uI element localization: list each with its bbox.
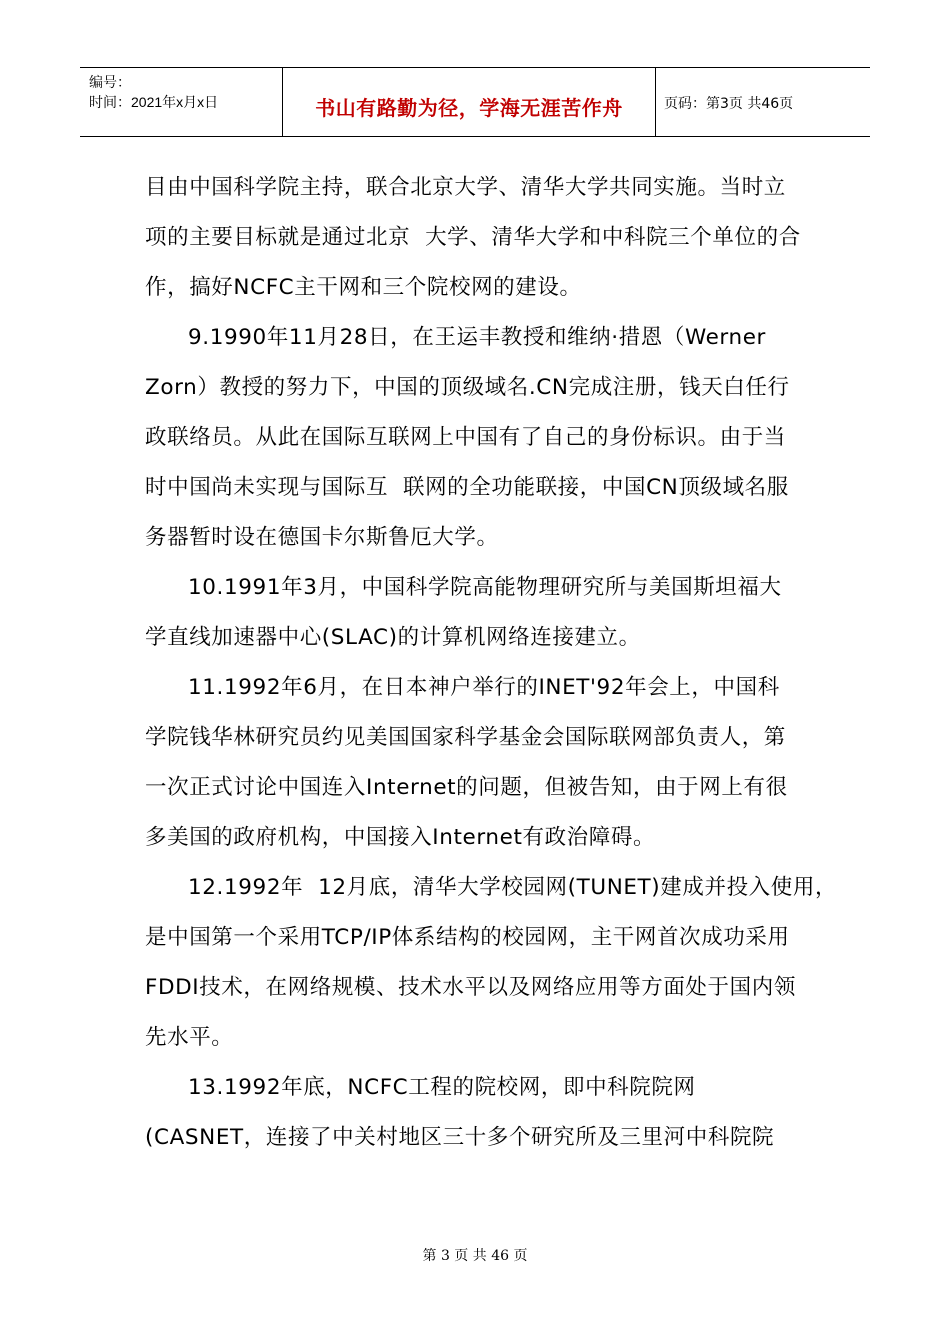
header-meta-cell [80, 68, 282, 136]
body-line: 是中国第一个采用TCP/IP体系结构的校园网，主干网首次成功采用 [145, 925, 790, 950]
header-motto-cell [282, 68, 656, 136]
body-line: (CASNET，连接了中关村地区三十多个研究所及三里河中科院院 [145, 1125, 775, 1150]
body-line: Zorn）教授的努力下，中国的顶级域名.CN完成注册，钱天白任行 [145, 375, 790, 400]
paragraph-start-line: 12.1992年 12月底，清华大学校园网(TUNET)建成并投入使用， [188, 875, 838, 900]
body-line: 务器暂时设在德国卡尔斯鲁厄大学。 [145, 525, 499, 550]
paragraph-start-line: 13.1992年底，NCFC工程的院校网，即中科院院网 [188, 1075, 696, 1100]
document-date-label: 时间：2021年x月x日 [89, 94, 219, 110]
document-code-label: 编号： [89, 74, 131, 90]
body-line: 学院钱华林研究员约见美国国家科学基金会国际联网部负责人，第 [145, 725, 786, 750]
body-line: 作，搞好NCFC主干网和三个院校网的建设。 [145, 275, 582, 300]
body-line: 政联络员。从此在国际互联网上中国有了自己的身份标识。由于当 [145, 425, 786, 450]
paragraph-start-line: 9.1990年11月28日，在王运丰教授和维纳·措恩（Werner [188, 325, 766, 350]
body-line: 一次正式讨论中国连入Internet的问题，但被告知，由于网上有很 [145, 775, 788, 800]
header-page-cell [656, 68, 870, 136]
header-page-info: 页码：第3页 共46页 [664, 96, 794, 112]
page-header [80, 67, 870, 137]
body-line: 多美国的政府机构，中国接入Internet有政治障碍。 [145, 825, 656, 850]
paragraph-start-line: 10.1991年3月，中国科学院高能物理研究所与美国斯坦福大 [188, 575, 782, 600]
body-line: 先水平。 [145, 1025, 234, 1050]
body-line: 目由中国科学院主持，联合北京大学、清华大学共同实施。当时立 [145, 175, 786, 200]
body-line: FDDI技术，在网络规模、技术水平以及网络应用等方面处于国内领 [145, 975, 796, 1000]
document-body [145, 163, 838, 1163]
paragraph-start-line: 11.1992年6月，在日本神户举行的INET'92年会上，中国科 [188, 675, 780, 700]
body-line: 时中国尚未实现与国际互 联网的全功能联接，中国CN顶级域名服 [145, 475, 789, 500]
body-line: 学直线加速器中心(SLAC)的计算机网络连接建立。 [145, 625, 641, 650]
body-line: 项的主要目标就是通过北京 大学、清华大学和中科院三个单位的合 [145, 225, 801, 250]
page-footer: 第 3 页 共 46 页 [422, 1248, 528, 1264]
header-motto: 书山有路勤为径，学海无涯苦作舟 [315, 96, 623, 120]
